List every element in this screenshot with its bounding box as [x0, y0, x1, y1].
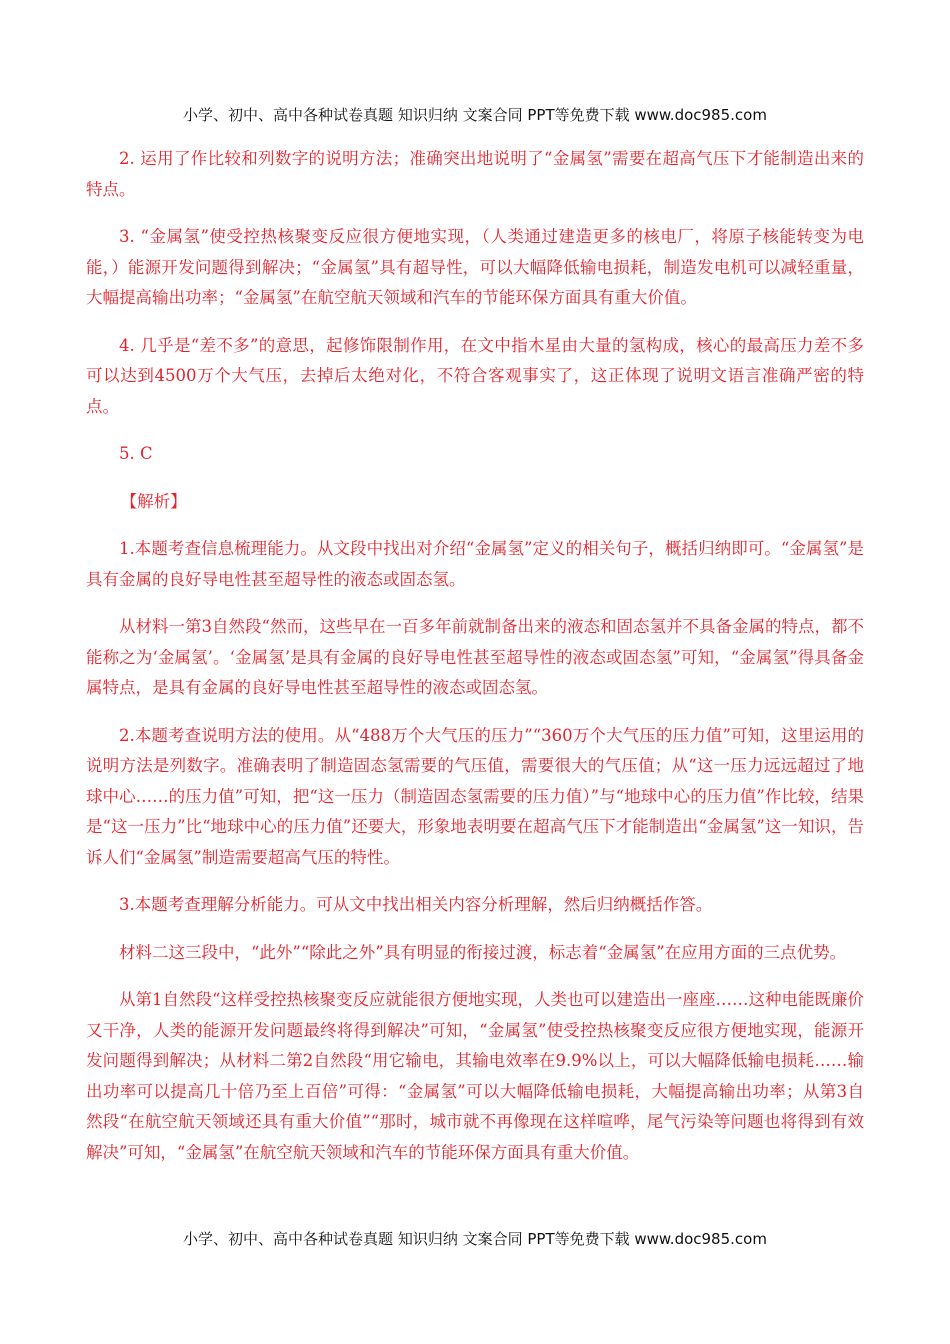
answer-2-paragraph: 2. 运用了作比较和列数字的说明方法；准确突出地说明了“金属氢”需要在超高气压下才能制造出来的特点。	[86, 149, 864, 199]
analysis-1-paragraph: 1.本题考查信息梳理能力。从文段中找出对介绍“金属氢”定义的相关句子，概括归纳即可。“金属氢”是具有金属的良好导电性甚至超导性的液态或固态氢。	[86, 539, 864, 589]
analysis-1-detail-paragraph: 从材料一第3自然段“然而，这些早在一百多年前就制备出来的液态和固态氢并不具备金属的特点，都不能称之为‘金属氢’。‘金属氢’是具有金属的良好导电性甚至超导性的液态或固态氢”可知，“金属氢”得具备金属特点，是具有金属的良好导电性甚至超导性的液态或固态氢。	[86, 617, 864, 697]
page-header: 小学、初中、高中各种试卷真题 知识归纳 文案合同 PPT等免费下载 www.doc985.com	[183, 106, 767, 124]
analysis-3-detail-paragraph: 从第1自然段“这样受控热核聚变反应就能很方便地实现，人类也可以建造出一座座……这种电能既廉价又干净，人类的能源开发问题最终将得到解决”可知，“金属氢”使受控热核聚变反应很方便地实现，能源开发问题得到解决；从材料二第2自然段“用它输电，其输电效率在9.9%以上，可以大幅降低输电损耗……输出功率可以提高几十倍乃至上百倍”可得：“金属氢”可以大幅降低输电损耗，大幅提高输出功率；从第3自然段“在航空航天领域还具有重大价值”“那时，城市就不再像现在这样喧哗，尾气污染等问题也将得到有效解决”可知，“金属氢”在航空航天领域和汽车的节能环保方面具有重大价值。	[86, 990, 864, 1162]
page-footer: 小学、初中、高中各种试卷真题 知识归纳 文案合同 PPT等免费下载 www.doc985.com	[183, 1230, 767, 1248]
answer-3-paragraph: 3. “金属氢”使受控热核聚变反应很方便地实现，（人类通过建造更多的核电厂，将原子核能转变为电能，）能源开发问题得到解决；“金属氢”具有超导性，可以大幅降低输电损耗，制造发电机可以减轻重量，大幅提高输出功率；“金属氢”在航空航天领域和汽车的节能环保方面具有重大价值。	[86, 227, 864, 307]
analysis-3-paragraph: 3.本题考查理解分析能力。可从文中找出相关内容分析理解，然后归纳概括作答。	[119, 895, 713, 914]
answer-content	[86, 144, 864, 1185]
answer-5-paragraph: 5. C	[119, 444, 153, 463]
answer-4-paragraph: 4. 几乎是“差不多”的意思，起修饰限制作用，在文中指木星由大量的氢构成，核心的最高压力差不多可以达到4500万个大气压，去掉后太绝对化，不符合客观事实了，这正体现了说明文语言准确严密的特点。	[86, 335, 864, 416]
analysis-2-paragraph: 2.本题考查说明方法的使用。从“488万个大气压的压力”“360万个大气压的压力值”可知，这里运用的说明方法是列数字。准确表明了制造固态氢需要的气压值，需要很大的气压值；从“这一压力远远超过了地球中心……的压力值”可知，把“这一压力（制造固态氢需要的压力值）”与“地球中心的压力值”作比较，结果是“这一压力”比“地球中心的压力值”还要大，形象地表明要在超高气压下才能制造出“金属氢”这一知识，告诉人们“金属氢”制造需要超高气压的特性。	[86, 725, 864, 867]
analysis-3-transition-paragraph: 材料二这三段中，“此外”“除此之外”具有明显的衔接过渡，标志着“金属氢”在应用方面的三点优势。	[119, 942, 847, 962]
analysis-heading: 【解析】	[120, 491, 187, 511]
